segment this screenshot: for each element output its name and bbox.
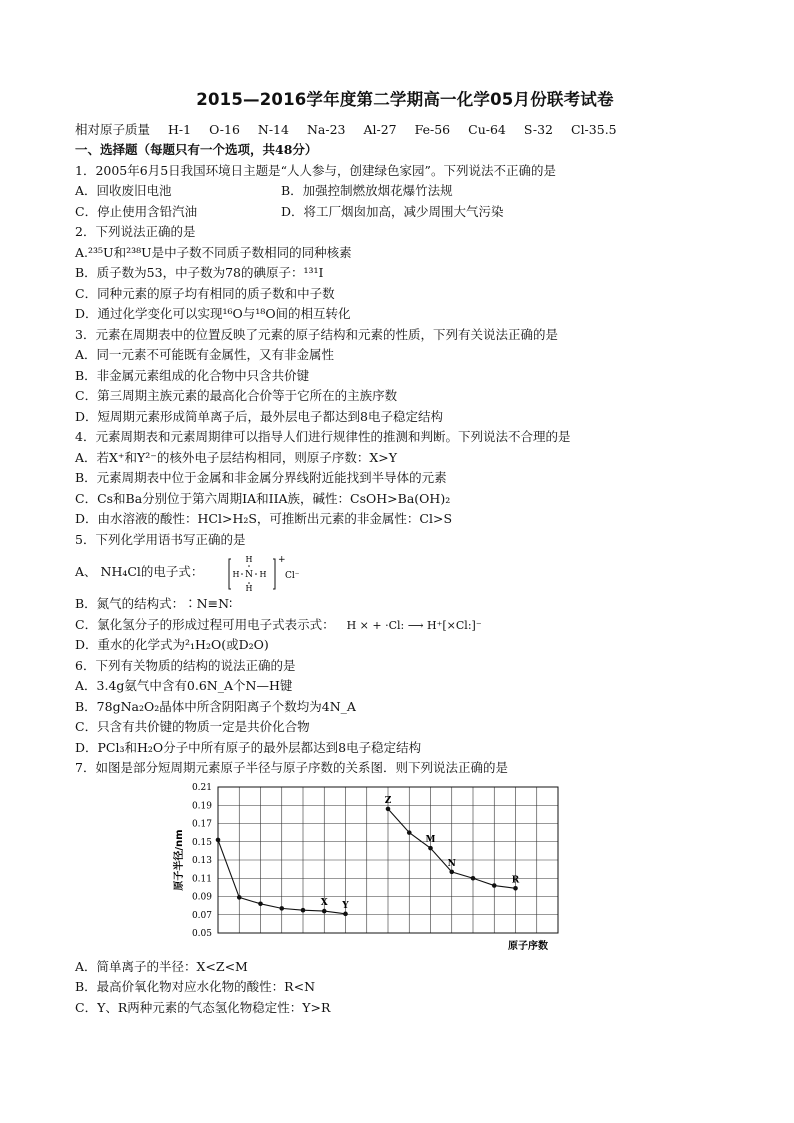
nh4cl-electron-formula: [227, 553, 307, 593]
y-tick-label: 0.21: [191, 782, 212, 793]
option-d: D．短周期元素形成简单离子后，最外层电子都达到8电子稳定结构: [75, 408, 443, 424]
mass-item: N-14: [257, 122, 289, 137]
data-point: [301, 907, 306, 912]
option-c: C．只含有共价键的物质一定是共价化合物: [75, 719, 310, 734]
page-title: 2015—2016学年度第二学期高一化学05月份联考试卷: [196, 90, 614, 109]
point-label: Z: [384, 795, 392, 806]
mass-item: Al-27: [363, 122, 397, 137]
data-point: [386, 806, 391, 811]
option-b: B．元素周期表中位于金属和非金属分界线附近能找到半导体的元素: [75, 470, 447, 485]
option-b: B．最高价氧化物对应水化物的酸性：R<N: [75, 979, 316, 994]
option-d: D．PCl₃和H₂O分子中所有原子的最外层都达到8电子稳定结构: [75, 739, 422, 755]
data-point: [513, 885, 518, 890]
question-7-stem: 7．如图是部分短周期元素原子半径与原子序数的关系图．则下列说法正确的是: [75, 760, 508, 775]
question-3-stem: 3．元素在周期表中的位置反映了元素的原子结构和元素的性质，下列有关说法正确的是: [75, 326, 558, 342]
question-5-stem: 5．下列化学用语书写正确的是: [75, 531, 246, 547]
question-1-stem: 1．2005年6月5日我国环境日主题是“人人参与，创建绿色家园”。下列说法不正确的是: [75, 162, 556, 178]
question-2-stem: 2．下列说法正确的是: [75, 224, 196, 239]
option-a: A．回收废旧电池: [75, 183, 172, 198]
option-a-label: A、 NH₄Cl的电子式：: [75, 564, 204, 579]
option-a: A．若X⁺和Y²⁻的核外电子层结构相同，则原子序数：X>Y: [75, 449, 398, 465]
point-label: X: [320, 897, 328, 908]
mass-item: Fe-56: [414, 122, 451, 137]
data-point: [216, 837, 221, 842]
question-1-options-row1: [75, 181, 735, 202]
option-b: B．非金属元素组成的化合物中只含共价键: [75, 367, 310, 383]
y-tick-label: 0.13: [191, 855, 212, 866]
y-tick-label: 0.11: [191, 873, 212, 884]
data-point: [492, 883, 497, 888]
mass-item: O-16: [209, 122, 240, 137]
y-axis-label: 原子半径/nm: [174, 828, 185, 891]
exam-page: [75, 86, 735, 1018]
option-c: C．第三周期主族元素的最高化合价等于它所在的主族序数: [75, 388, 398, 403]
data-point: [279, 906, 284, 911]
data-point: [449, 869, 454, 874]
question-4-stem: 4．元素周期表和元素周期律可以指导人们进行规律性的推测和判断。下列说法不合理的是: [75, 429, 571, 444]
data-point: [237, 895, 242, 900]
option-c: C．Y、R两种元素的气态氢化物稳定性：Y>R: [75, 999, 331, 1015]
option-b: B．氮气的结构式：∶N≡N∶: [75, 596, 233, 611]
option-c: C．停止使用含铅汽油: [75, 203, 198, 219]
point-label: N: [447, 858, 456, 869]
question-6-stem: 6．下列有关物质的结构的说法正确的是: [75, 657, 296, 673]
x-axis-label: 原子序数: [508, 940, 548, 952]
cation-charge: +: [278, 554, 286, 565]
hydrogen-right: H: [259, 569, 267, 579]
option-c: [75, 615, 735, 636]
y-tick-label: 0.09: [191, 892, 212, 902]
point-label: Y: [342, 900, 349, 911]
mass-item: H-1: [168, 122, 192, 137]
data-point: [343, 911, 348, 916]
point-label: R: [511, 874, 520, 885]
hydrogen-left: H: [232, 569, 240, 579]
mass-item: Na-23: [306, 122, 346, 137]
question-1-options-row2: [75, 202, 735, 223]
y-tick-label: 0.15: [191, 837, 212, 848]
data-point: [428, 845, 433, 850]
option-a: A．同一元素不可能既有金属性，又有非金属性: [75, 347, 335, 362]
option-a: [75, 550, 735, 594]
option-a: A.²³⁵U和²³⁸U是中子数不同质子数相同的同种核素: [75, 244, 352, 260]
option-d: D．通过化学变化可以实现¹⁶O与¹⁸O间的相互转化: [75, 306, 351, 321]
section-heading: 一、选择题（每题只有一个选项，共48分）: [75, 142, 318, 157]
mass-item: Cu-64: [468, 122, 506, 137]
point-label: M: [425, 834, 436, 845]
y-tick-label: 0.07: [191, 910, 212, 921]
data-point: [322, 908, 327, 913]
masses-label: 相对原子质量: [75, 122, 151, 137]
option-c-label: C．氯化氢分子的形成过程可用电子式表示式：: [75, 616, 335, 632]
y-tick-label: 0.17: [191, 819, 212, 829]
hcl-formation-equation: H × + ·Cl: ⟶ H⁺[×Cl:]⁻: [346, 618, 482, 632]
option-d: D．重水的化学式为²₁H₂O(或D₂O): [75, 637, 269, 652]
y-tick-label: 0.05: [191, 928, 212, 939]
data-point: [258, 901, 263, 906]
hydrogen-top: H: [245, 554, 253, 564]
option-c: C．同种元素的原子均有相同的质子数和中子数: [75, 285, 335, 301]
atomic-radius-chart: [170, 779, 590, 957]
chloride-anion: Cl⁻: [285, 570, 300, 581]
atomic-masses: [75, 120, 735, 140]
option-a: A．3.4g氨气中含有0.6N_A个N—H键: [75, 678, 293, 693]
option-d: D．由水溶液的酸性：HCl>H₂S，可推断出元素的非金属性：Cl>S: [75, 511, 453, 526]
option-b: B．加强控制燃放烟花爆竹法规: [281, 183, 453, 198]
nitrogen-atom: N: [245, 569, 254, 580]
mass-item: S-32: [523, 122, 554, 137]
hydrogen-bottom: H: [245, 583, 253, 593]
radius-chart-wrap: [75, 779, 735, 957]
option-b: B．78gNa₂O₂晶体中所含阴阳离子个数均为4N_A: [75, 698, 356, 714]
y-tick-label: 0.19: [191, 800, 212, 811]
option-c: C．Cs和Ba分别位于第六周期IA和IIA族，碱性：CsOH>Ba(OH)₂: [75, 490, 451, 506]
option-d: D．将工厂烟囱加高，减少周围大气污染: [281, 203, 504, 219]
option-a: A．简单离子的半径：X<Z<M: [75, 958, 248, 974]
data-point: [471, 875, 476, 880]
mass-item: Cl-35.5: [571, 122, 617, 137]
data-point: [407, 830, 412, 835]
option-b: B．质子数为53，中子数为78的碘原子：¹³¹I: [75, 265, 324, 280]
